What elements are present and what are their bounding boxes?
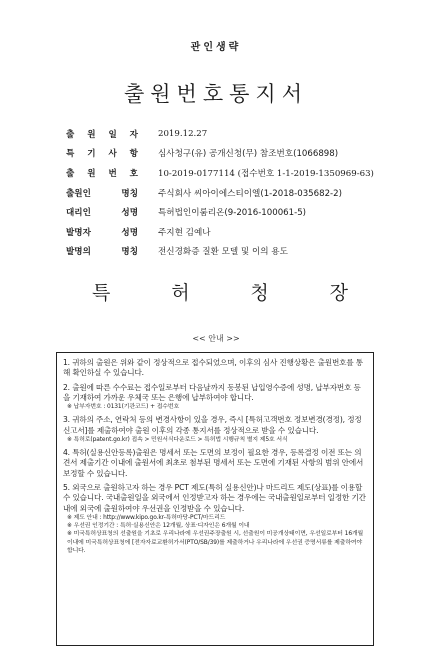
application-number-value: 10-2019-0177114 (접수번호 1-1-2019-1350969-63) (158, 168, 374, 179)
commissioner-heading: 특 허 청 장 (92, 282, 348, 304)
applicant-value: 주식회사 씨아이에스티이엘(1-2018-035682-2) (158, 188, 342, 199)
info-row-applicant (66, 183, 406, 203)
agent-value: 특허법인이룸리온(9-2016-100061-5) (158, 208, 307, 219)
notice-note: ※ 우선권 인정기간 : 특허·실용신안은 12개월, 상표·디자인은 6개월 이내 (67, 523, 250, 530)
info-label: 특 기 사 항 (66, 149, 138, 160)
info-row-special-notes (66, 144, 406, 164)
seal-omitted-label: 관인생략 (190, 42, 242, 53)
notice-item-3 (63, 415, 367, 444)
info-label: 발명의 명칭 (66, 247, 138, 258)
info-label: 출원인 명칭 (66, 188, 138, 199)
info-label: 출 원 일 자 (66, 129, 138, 140)
info-row-filing-date (66, 124, 406, 144)
notice-note: ※ 미국특허상표청의 선출원을 기초로 우리나라에 우선권주장출원 시, 선출원이 미공개상태이면, 우선일로부터 16개월 이내에 미국특허상표청에 [전자자료교환허가서(PTO/SB/39)를 제출하거나 우리나라에 우선권 증명서류를 제출하여야 합니다. (67, 531, 364, 554)
info-label: 출 원 번 호 (66, 168, 138, 179)
notice-item-4 (63, 448, 367, 479)
inventor-value: 주지현 김예나 (158, 227, 211, 238)
notice-item-5 (63, 483, 367, 555)
guide-notice-box (56, 352, 374, 646)
info-row-agent (66, 202, 406, 222)
notice-text: 2. 출원에 따른 수수료는 접수일로부터 다음날까지 동봉된 납입영수증에 성명, 납부자번호 등을 기재하여 가까운 우체국 또는 은행에 납부하여야 합니다. (63, 382, 361, 402)
notice-item-1 (63, 358, 367, 379)
notice-item-2 (63, 383, 367, 412)
notice-text: 1. 귀하의 출원은 위와 같이 정상적으로 접수되었으며, 이후의 심사 진행상황은 출원번호를 통해 확인하실 수 있습니다. (63, 358, 363, 378)
notice-text: 4. 특허(실용신안등록)출원은 명세서 또는 도면의 보정이 필요한 경우, 등록결정 이전 또는 의견서 제출기간 이내에 출원서에 최초로 첨부된 명세서 또는 도면에 기재된 사항의 범위 안에서 보정할 수 있습니다. (63, 448, 364, 478)
notice-note: ※ 특허로(patent.go.kr) 접속 > 민원서식다운로드 > 특허법 시행규칙 별지 제5호 서식 (67, 436, 288, 443)
info-label: 대리인 성명 (66, 208, 138, 219)
document-title: 출원번호통지서 (123, 82, 308, 106)
info-row-inventor (66, 222, 406, 242)
notice-note: ※ 납부자번호 : 0131(기관코드) + 접수번호 (67, 404, 180, 411)
application-info-table (66, 124, 406, 261)
notice-text: 5. 외국으로 출원하고자 하는 경우 PCT 제도(특허 실용신안)나 마드리드 제도(상표)를 이용할 수 있습니다. 국내출원일을 외국에서 인정받고자 하는 경우에는 국내출원일로부터 일정한 기간 내에 외국에 출원하여야 우선권을 인정받을 수 있습니다. (63, 483, 366, 513)
info-row-invention-title (66, 242, 406, 262)
notice-note: ※ 제도 안내 : http://www.kipo.go.kr-특허마당-PCT/마드리드 (67, 514, 226, 521)
guide-title: << 안내 >> (192, 334, 240, 343)
special-notes-value: 심사청구(유) 공개신청(무) 참조번호(1066898) (158, 149, 339, 160)
filing-date-value: 2019.12.27 (158, 128, 208, 139)
notice-text: 3. 귀하의 주소, 연락처 등의 변경사항이 있을 경우, 즉시 [특허고객번호 정보변경(경정), 정정신고서]를 제출하여야 출원 이후의 각종 통지서를 정상적으로 받을 수 있습니다. (63, 415, 362, 435)
info-label: 발명자 성명 (66, 227, 138, 238)
info-row-application-number (66, 163, 406, 183)
invention-title-value: 전신경화증 질환 모델 및 이의 용도 (158, 247, 288, 258)
